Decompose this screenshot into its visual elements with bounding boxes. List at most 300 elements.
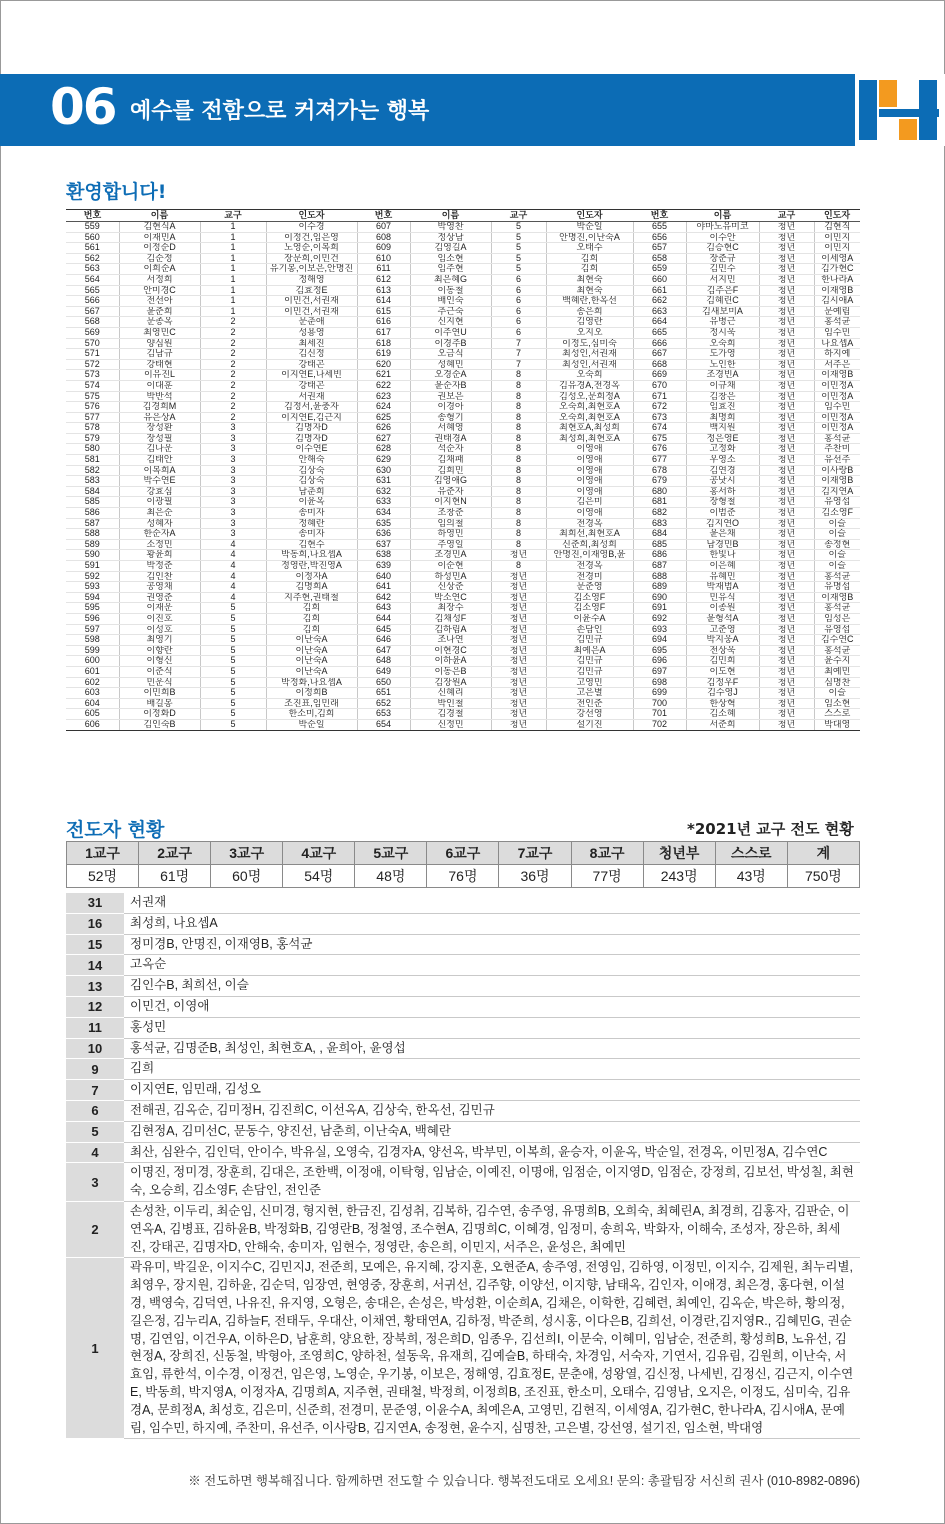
welcome-row: [66, 656, 860, 667]
welcome-cell: 장성환: [119, 423, 200, 434]
welcome-cell: 669: [633, 370, 686, 381]
welcome-cell: 667: [633, 349, 686, 360]
welcome-cell: 김지연O: [686, 518, 759, 529]
welcome-cell: 614: [357, 296, 410, 307]
welcome-cell: 김소영F: [814, 508, 860, 519]
evangelist-row: [66, 934, 860, 955]
welcome-header-cell: 번호: [66, 210, 119, 222]
welcome-cell: 청년: [759, 338, 814, 349]
welcome-cell: 636: [357, 529, 410, 540]
welcome-cell: 4: [200, 592, 266, 603]
welcome-cell: 3: [200, 455, 266, 466]
welcome-cell: 638: [357, 550, 410, 561]
welcome-cell: 8: [491, 518, 546, 529]
welcome-cell: 7: [491, 359, 546, 370]
welcome-cell: 이수연E: [266, 444, 357, 455]
welcome-cell: 559: [66, 222, 119, 233]
welcome-cell: 공영채: [119, 582, 200, 593]
welcome-cell: 장성필: [119, 433, 200, 444]
welcome-cell: 청년: [759, 285, 814, 296]
welcome-cell: 584: [66, 486, 119, 497]
welcome-cell: 2: [200, 317, 266, 328]
welcome-cell: 황윤희: [119, 550, 200, 561]
welcome-cell: 7: [491, 349, 546, 360]
welcome-cell: 장문희,이민건: [266, 253, 357, 264]
welcome-row: [66, 518, 860, 529]
welcome-cell: 이윤옥: [266, 497, 357, 508]
welcome-cell: 604: [66, 698, 119, 709]
welcome-cell: 585: [66, 497, 119, 508]
welcome-cell: 김수연C: [814, 635, 860, 646]
status-note: *2021년 교구 전도 현황: [687, 820, 854, 838]
welcome-cell: 장형철: [686, 497, 759, 508]
welcome-cell: 1: [200, 306, 266, 317]
welcome-cell: 청년: [759, 465, 814, 476]
welcome-cell: 578: [66, 423, 119, 434]
welcome-cell: 청년: [759, 497, 814, 508]
welcome-cell: 청년: [759, 232, 814, 243]
evangelist-names: 이민건, 이영애: [124, 996, 860, 1017]
welcome-cell: 청년: [759, 370, 814, 381]
welcome-cell: 임소현: [410, 253, 491, 264]
welcome-cell: 김명자D: [266, 433, 357, 444]
welcome-cell: 신정민: [410, 719, 491, 730]
welcome-cell: 702: [633, 719, 686, 730]
welcome-cell: 유은상A: [119, 412, 200, 423]
welcome-cell: 김지연A: [814, 486, 860, 497]
welcome-cell: 청년: [759, 380, 814, 391]
welcome-cell: 561: [66, 243, 119, 254]
welcome-cell: 윤형석A: [686, 613, 759, 624]
evangelist-names: 곽유미, 박길운, 이지수C, 김민지J, 전준희, 모예은, 유지혜, 강지훈, 오현준A, 송주영, 전영임, 김하영, 이정민, 이지수, 김제원, 최누리별, 최영우, 장지원, 김하윤, 김순덕, 임장연, 현영중, 장훈희, 서귀선, 김주향, 이양선, 이지향, 남태옥, 김인자, 이애경, 최은경, 홍다현, 이설경, 백영숙, 김덕연, 나유진, 유지영, 오형은, 송대은, 손성은, 박성환, 이순희A, 김채은, 이학한, 김혜련, 최예인, 김옥순, 박은하, 황의정, 길은정, 김누리A, 김하늘F, 전태두, 우대산, 이채연, 황태연A, 김하정, 박준희, 성시홍, 이다은B, 김희선, 이경란,김지영R., 김혜민G, 권순명, 김연임, 이건우A, 이하은D, 남훈희, 양요한, 장북희, 정은희D, 임종우, 김선희I, 이문숙, 이혜미, 임남순, 전준희, 황성희B, 노유선, 김현정A, 장희진, 신동철, 박형아, 조영희C, 양하천, 설동욱, 유재희, 김예슬B, 하태숙, 차경임, 서숙자, 기연서, 김유림, 김원희, 이난숙, 서효임, 류한석, 이수경, 이정건, 임은영, 노영순, 우기봉, 이보은, 정해영, 김효정E, 문춘애, 성왕열, 김신정, 나세빈, 김정신, 김근지, 이수연E, 박동희, 박지영A, 이정자A, 김명희A, 지주현, 권태철, 박정희, 이정희B, 조진표, 한소미, 오태수, 김영남, 오지은, 이정도, 심미숙, 김유경A, 문희정A, 최성호, 김은미, 신준희, 전경미, 문준영, 이윤수A, 최예은A, 고영민, 김현직, 이세영A, 김가현C, 한나라A, 김시애A, 문예림, 임수민, 하지예, 주찬미, 유선주, 이사랑B, 김지연A, 송정현, 윤수지, 심명찬, 고은별, 강선영, 설기진, 임소현, 박대영: [124, 1258, 860, 1439]
welcome-cell: 이영애: [546, 444, 633, 455]
welcome-cell: 571: [66, 349, 119, 360]
welcome-cell: 608: [357, 232, 410, 243]
welcome-cell: 이영애: [546, 508, 633, 519]
welcome-cell: 이민건,서권재: [266, 296, 357, 307]
welcome-cell: 620: [357, 359, 410, 370]
welcome-row: [66, 243, 860, 254]
welcome-cell: 김승현C: [686, 243, 759, 254]
welcome-cell: 5: [491, 232, 546, 243]
status-header-cell: 4교구: [283, 842, 355, 865]
welcome-cell: 4: [200, 561, 266, 572]
welcome-cell: 고영민: [546, 677, 633, 688]
welcome-row: [66, 349, 860, 360]
welcome-cell: 유영섭: [814, 624, 860, 635]
welcome-cell: 배길봉: [119, 698, 200, 709]
welcome-cell: 644: [357, 613, 410, 624]
welcome-cell: 조나연: [410, 635, 491, 646]
welcome-cell: 청년: [759, 349, 814, 360]
welcome-cell: 598: [66, 635, 119, 646]
welcome-cell: 693: [633, 624, 686, 635]
status-value-cell: 77명: [571, 865, 643, 888]
welcome-header-cell: 이름: [119, 210, 200, 222]
status-value-cell: 52명: [67, 865, 139, 888]
welcome-cell: 공낫시: [686, 476, 759, 487]
welcome-cell: 청년: [491, 709, 546, 720]
welcome-cell: 이현경C: [410, 645, 491, 656]
welcome-cell: 577: [66, 412, 119, 423]
welcome-cell: 658: [633, 253, 686, 264]
welcome-cell: 이하윤A: [410, 656, 491, 667]
welcome-cell: 5: [200, 709, 266, 720]
welcome-cell: 고정화: [686, 444, 759, 455]
welcome-row: [66, 592, 860, 603]
welcome-cell: 심명찬: [814, 677, 860, 688]
welcome-cell: 698: [633, 677, 686, 688]
welcome-cell: 673: [633, 412, 686, 423]
welcome-cell: 김정서,윤충자: [266, 402, 357, 413]
evangelist-count: 15: [66, 934, 124, 955]
welcome-cell: 이유진L: [119, 370, 200, 381]
welcome-cell: 청년: [759, 243, 814, 254]
welcome-row: [66, 550, 860, 561]
welcome-cell: 574: [66, 380, 119, 391]
evangelist-row: [66, 913, 860, 934]
welcome-cell: 김인숙B: [119, 719, 200, 730]
welcome-cell: 백혜란,한옥선: [546, 296, 633, 307]
welcome-cell: 8: [491, 508, 546, 519]
welcome-cell: 청년: [491, 635, 546, 646]
welcome-cell: 청년: [491, 698, 546, 709]
welcome-cell: 1: [200, 296, 266, 307]
welcome-cell: 서권재: [266, 391, 357, 402]
welcome-cell: 안명진,이재영B,윤: [546, 550, 633, 561]
welcome-cell: 최희선,최현호A: [546, 529, 633, 540]
welcome-cell: 청년: [759, 412, 814, 423]
welcome-cell: 1: [200, 243, 266, 254]
welcome-cell: 조창준: [410, 508, 491, 519]
welcome-row: [66, 561, 860, 572]
welcome-cell: 2: [200, 359, 266, 370]
welcome-cell: 564: [66, 274, 119, 285]
welcome-cell: 오금식: [410, 349, 491, 360]
welcome-cell: 손담인: [546, 624, 633, 635]
welcome-cell: 전상욱: [686, 645, 759, 656]
welcome-cell: 유병근: [686, 317, 759, 328]
welcome-row: [66, 264, 860, 275]
welcome-cell: 695: [633, 645, 686, 656]
welcome-cell: 5: [491, 222, 546, 233]
welcome-cell: 603: [66, 688, 119, 699]
welcome-cell: 616: [357, 317, 410, 328]
welcome-cell: 635: [357, 518, 410, 529]
status-value-cell: 750명: [787, 865, 859, 888]
welcome-cell: 김수영J: [686, 688, 759, 699]
welcome-cell: 최예은A: [546, 645, 633, 656]
welcome-cell: 8: [491, 539, 546, 550]
welcome-cell: 686: [633, 550, 686, 561]
welcome-cell: 594: [66, 592, 119, 603]
welcome-row: [66, 666, 860, 677]
welcome-row: [66, 635, 860, 646]
welcome-cell: 청년: [491, 645, 546, 656]
welcome-row: [66, 285, 860, 296]
welcome-cell: 임소현: [814, 698, 860, 709]
welcome-cell: 임주현: [410, 264, 491, 275]
welcome-cell: 고은별: [546, 688, 633, 699]
welcome-cell: 이향란: [119, 645, 200, 656]
welcome-cell: 유혜민: [686, 571, 759, 582]
welcome-cell: 567: [66, 306, 119, 317]
welcome-cell: 672: [633, 402, 686, 413]
welcome-cell: 최성인,서권재: [546, 349, 633, 360]
welcome-cell: 이형신: [119, 656, 200, 667]
welcome-cell: 이정희B: [266, 688, 357, 699]
welcome-cell: 이범준: [686, 508, 759, 519]
welcome-cell: 이규채: [686, 380, 759, 391]
welcome-cell: 노영순,이복희: [266, 243, 357, 254]
welcome-cell: 이민정A: [814, 412, 860, 423]
welcome-cell: 8: [491, 433, 546, 444]
welcome-cell: 3: [200, 529, 266, 540]
welcome-cell: 안해숙: [266, 455, 357, 466]
welcome-cell: 628: [357, 444, 410, 455]
welcome-cell: 573: [66, 370, 119, 381]
welcome-cell: 김명자D: [266, 423, 357, 434]
welcome-cell: 김현식A: [119, 222, 200, 233]
welcome-row: [66, 391, 860, 402]
welcome-cell: 청년: [491, 624, 546, 635]
evangelist-names: 최산, 심완수, 김인덕, 안이수, 박유실, 오영숙, 김경자A, 양선옥, 박부민, 이복희, 윤승자, 이윤옥, 박순일, 전경옥, 이민정A, 김수연C: [124, 1142, 860, 1163]
welcome-cell: 한소미,김희: [266, 709, 357, 720]
status-header-cell: 청년부: [643, 842, 715, 865]
welcome-cell: 김희: [546, 253, 633, 264]
welcome-cell: 8: [491, 497, 546, 508]
status-value-cell: 54명: [283, 865, 355, 888]
welcome-cell: 4: [200, 539, 266, 550]
welcome-cell: 652: [357, 698, 410, 709]
welcome-cell: 나요셉A: [814, 338, 860, 349]
status-value-cell: 43명: [715, 865, 787, 888]
welcome-cell: 575: [66, 391, 119, 402]
welcome-row: [66, 222, 860, 233]
welcome-cell: 599: [66, 645, 119, 656]
welcome-cell: 청년: [759, 645, 814, 656]
welcome-cell: 안명진,이난숙A: [546, 232, 633, 243]
welcome-cell: 야마노유미코: [686, 222, 759, 233]
welcome-cell: 657: [633, 243, 686, 254]
welcome-cell: 박동희,나요셉A: [266, 550, 357, 561]
welcome-cell: 이난숙A: [266, 645, 357, 656]
welcome-cell: 615: [357, 306, 410, 317]
welcome-cell: 김희: [266, 613, 357, 624]
welcome-cell: 청년: [759, 274, 814, 285]
welcome-cell: 홍서하: [686, 486, 759, 497]
welcome-cell: 3: [200, 465, 266, 476]
welcome-cell: 664: [633, 317, 686, 328]
welcome-cell: 681: [633, 497, 686, 508]
welcome-cell: 5: [491, 243, 546, 254]
welcome-cell: 2: [200, 402, 266, 413]
welcome-cell: 조진표,임민래: [266, 698, 357, 709]
welcome-cell: 676: [633, 444, 686, 455]
welcome-row: [66, 327, 860, 338]
evangelist-count: 31: [66, 893, 124, 913]
welcome-row: [66, 274, 860, 285]
welcome-cell: 임성은: [814, 613, 860, 624]
welcome-cell: 568: [66, 317, 119, 328]
welcome-header-cell: 번호: [633, 210, 686, 222]
welcome-cell: 청년: [759, 402, 814, 413]
welcome-cell: 박정준: [119, 561, 200, 572]
welcome-cell: 이민정A: [814, 380, 860, 391]
evangelist-row: [66, 1121, 860, 1142]
welcome-cell: 3: [200, 433, 266, 444]
welcome-cell: 675: [633, 433, 686, 444]
welcome-row: [66, 603, 860, 614]
welcome-cell: 5: [200, 698, 266, 709]
welcome-row: [66, 719, 860, 730]
welcome-cell: 633: [357, 497, 410, 508]
welcome-cell: 이민정A: [814, 423, 860, 434]
welcome-cell: 김효정E: [266, 285, 357, 296]
welcome-row: [66, 539, 860, 550]
welcome-row: [66, 306, 860, 317]
welcome-cell: 580: [66, 444, 119, 455]
evangelist-row: [66, 1059, 860, 1080]
welcome-row: [66, 232, 860, 243]
welcome-row: [66, 529, 860, 540]
welcome-cell: 장준규: [686, 253, 759, 264]
welcome-cell: 최명희: [686, 412, 759, 423]
welcome-row: [66, 423, 860, 434]
welcome-cell: 605: [66, 709, 119, 720]
welcome-cell: 6: [491, 327, 546, 338]
welcome-cell: 홍석균: [814, 317, 860, 328]
welcome-row: [66, 412, 860, 423]
welcome-cell: 문준영: [546, 582, 633, 593]
welcome-cell: 593: [66, 582, 119, 593]
evangelist-names: 이지연E, 임민래, 김성오: [124, 1080, 860, 1101]
welcome-cell: 699: [633, 688, 686, 699]
welcome-row: [66, 317, 860, 328]
welcome-cell: 이준식: [119, 666, 200, 677]
evangelist-names: 홍성민: [124, 1017, 860, 1038]
welcome-cell: 607: [357, 222, 410, 233]
welcome-cell: 613: [357, 285, 410, 296]
welcome-cell: 조경민A: [410, 550, 491, 561]
welcome-cell: 6: [491, 306, 546, 317]
welcome-cell: 1: [200, 232, 266, 243]
welcome-cell: 8: [491, 391, 546, 402]
evangelist-count: 6: [66, 1100, 124, 1121]
welcome-cell: 8: [491, 380, 546, 391]
welcome-cell: 전경옥: [546, 561, 633, 572]
welcome-cell: 이동은B: [410, 666, 491, 677]
welcome-cell: 이영애: [546, 476, 633, 487]
welcome-cell: 남춘희: [266, 486, 357, 497]
section-number: 06: [50, 78, 116, 136]
welcome-cell: 백지원: [686, 423, 759, 434]
welcome-cell: 5: [200, 603, 266, 614]
welcome-cell: 이재영B: [814, 592, 860, 603]
welcome-cell: 김상숙: [266, 465, 357, 476]
evangelist-count: 4: [66, 1142, 124, 1163]
welcome-cell: 유명섭: [814, 582, 860, 593]
welcome-cell: 강효심: [119, 486, 200, 497]
welcome-cell: 이민정A: [814, 391, 860, 402]
welcome-cell: 653: [357, 709, 410, 720]
welcome-cell: 4: [200, 550, 266, 561]
welcome-cell: 678: [633, 465, 686, 476]
welcome-cell: 정시욱: [686, 327, 759, 338]
welcome-cell: 김경철: [410, 709, 491, 720]
welcome-cell: 665: [633, 327, 686, 338]
welcome-cell: 626: [357, 423, 410, 434]
welcome-row: [66, 370, 860, 381]
welcome-row: [66, 359, 860, 370]
welcome-cell: 640: [357, 571, 410, 582]
welcome-cell: 송은희: [546, 306, 633, 317]
welcome-cell: 1: [200, 274, 266, 285]
welcome-cell: 3: [200, 518, 266, 529]
evangelist-row: [66, 893, 860, 913]
welcome-cell: 639: [357, 561, 410, 572]
welcome-cell: 632: [357, 486, 410, 497]
welcome-cell: 청년: [759, 603, 814, 614]
welcome-header-cell: 교구: [200, 210, 266, 222]
welcome-cell: 이정건,임은영: [266, 232, 357, 243]
welcome-cell: 청년: [491, 592, 546, 603]
welcome-cell: 이은혜: [686, 561, 759, 572]
welcome-cell: 2: [200, 349, 266, 360]
welcome-cell: 청년: [491, 688, 546, 699]
evangelist-row: [66, 1080, 860, 1101]
evangelist-count: 9: [66, 1059, 124, 1080]
welcome-cell: 김신정: [266, 349, 357, 360]
welcome-cell: 유준자: [410, 486, 491, 497]
welcome-cell: 김영애G: [410, 476, 491, 487]
welcome-cell: 김가현C: [814, 264, 860, 275]
welcome-cell: 576: [66, 402, 119, 413]
welcome-cell: 박지웅A: [686, 635, 759, 646]
welcome-cell: 임효진: [686, 402, 759, 413]
welcome-cell: 이광필: [119, 497, 200, 508]
welcome-cell: 643: [357, 603, 410, 614]
welcome-cell: 홍석균: [814, 645, 860, 656]
welcome-cell: 청년: [759, 698, 814, 709]
welcome-cell: 656: [633, 232, 686, 243]
welcome-cell: 청년: [759, 253, 814, 264]
welcome-cell: 배인숙: [410, 296, 491, 307]
welcome-cell: 630: [357, 465, 410, 476]
welcome-cell: 한상혁: [686, 698, 759, 709]
welcome-cell: 청년: [759, 635, 814, 646]
welcome-cell: 박인철: [410, 698, 491, 709]
welcome-cell: 김민규: [546, 635, 633, 646]
welcome-cell: 591: [66, 561, 119, 572]
welcome-cell: 622: [357, 380, 410, 391]
welcome-row: [66, 508, 860, 519]
welcome-cell: 609: [357, 243, 410, 254]
welcome-cell: 청년: [759, 391, 814, 402]
welcome-header-cell: 이름: [686, 210, 759, 222]
welcome-cell: 이세영A: [814, 253, 860, 264]
welcome-cell: 홍석균: [814, 603, 860, 614]
welcome-cell: 이사랑B: [814, 465, 860, 476]
welcome-cell: 이도현: [686, 666, 759, 677]
welcome-row: [66, 253, 860, 264]
welcome-cell: 이정화D: [119, 709, 200, 720]
welcome-cell: 김성오,문희정A: [546, 391, 633, 402]
welcome-cell: 김순정: [119, 253, 200, 264]
welcome-cell: 이수경: [266, 222, 357, 233]
welcome-cell: 청년: [491, 719, 546, 730]
welcome-cell: 688: [633, 571, 686, 582]
